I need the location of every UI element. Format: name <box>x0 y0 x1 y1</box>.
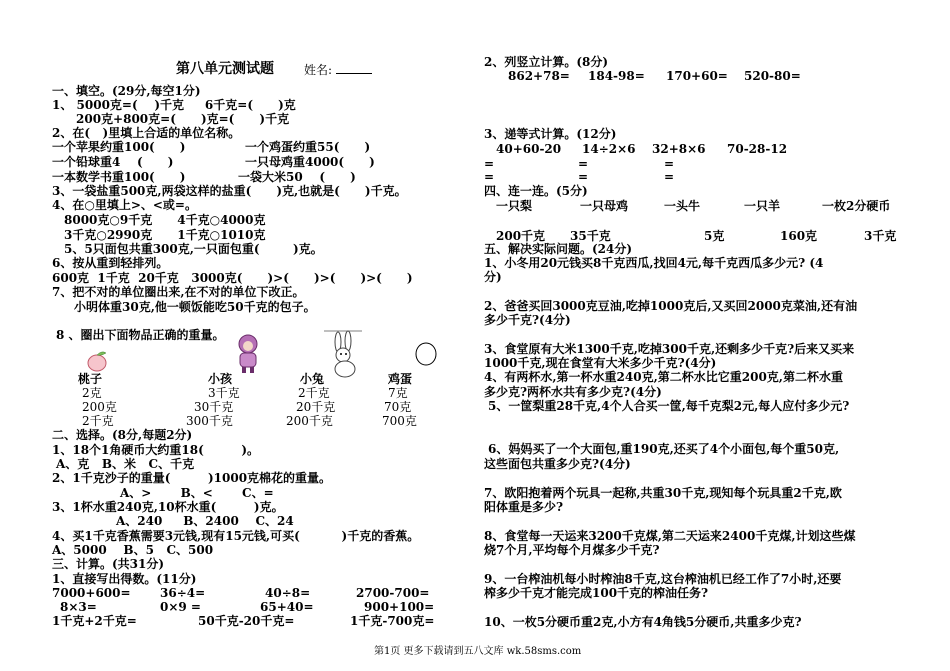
choice-q4-options: A、5000 B、5 C、500 <box>52 543 214 557</box>
fill-q6a: 600克 1千克 20千克 3000克( )>( )>( )>( ) <box>52 271 413 285</box>
q8-weight[interactable]: 2千克 <box>298 386 330 400</box>
choice-q1: 1、18个1角硬币大约重18( )。 <box>52 443 260 457</box>
q8-item-rabbit: 小兔 <box>300 372 325 386</box>
fill-q4a: 8000克○9千克 4千克○4000克 <box>64 213 266 227</box>
link-item[interactable]: 一只母鸡 <box>580 199 629 213</box>
calc-item: 65+40= <box>260 600 314 614</box>
choice-q4: 4、买1千克香蕉需要3元钱,现有15元钱,可买( )千克的香蕉。 <box>52 529 420 543</box>
problem-10: 10、一枚5分硬币重2克,小方有4角钱5分硬币,共重多少克? <box>484 615 802 629</box>
vertical-calc-item: 184-98= <box>588 69 645 83</box>
equals-sign: = <box>578 157 589 171</box>
problem-3: 3、食堂原有大米1300千克,吃掉300千克,还剩多少千克?后来又买来 <box>484 342 855 356</box>
calc-part-3: 3、递等式计算。(12分) <box>484 127 617 141</box>
calc-part-2: 2、列竖立计算。(8分) <box>484 55 609 69</box>
q8-weight[interactable]: 700克 <box>382 414 417 428</box>
calc-item: 900+100= <box>364 600 435 614</box>
link-weight[interactable]: 35千克 <box>570 229 611 243</box>
vertical-calc-item: 520-80= <box>744 69 801 83</box>
calc-item: 40÷8= <box>265 586 311 600</box>
fill-q3: 3、一袋盐重500克,两袋这样的盐重( )克,也就是( )千克。 <box>52 184 407 198</box>
q8-item-egg: 鸡蛋 <box>388 372 413 386</box>
calc-item: 7000+600= <box>52 586 131 600</box>
fill-q1a: 1、 5000克=( )千克 6千克=( )克 <box>52 98 296 112</box>
choice-q3-options: A、240 B、2400 C、24 <box>116 514 294 528</box>
q8-weight[interactable]: 300千克 <box>186 414 233 428</box>
problem-1: 1、小冬用20元钱买8千克西瓜,找回4元,每千克西瓜多少元? (4 <box>484 256 824 270</box>
q8-weight[interactable]: 70克 <box>384 400 412 414</box>
section-5-heading: 五、解决实际问题。(24分) <box>484 242 633 256</box>
link-item[interactable]: 一枚2分硬币 <box>822 199 891 213</box>
link-item[interactable]: 一只梨 <box>496 199 533 213</box>
fill-q1b: 200克+800克=( )克=( )千克 <box>76 112 290 126</box>
fill-q4: 4、在○里填上>、<或=。 <box>52 198 197 212</box>
problem-4-cont: 多少克?两杯水共有多少克?(4分) <box>484 385 662 399</box>
choice-q2: 2、1千克沙子的重量( )1000克棉花的重量。 <box>52 471 332 485</box>
fill-q7: 7、把不对的单位圈出来,在不对的单位下改正。 <box>52 285 305 299</box>
calc-item: 36÷4= <box>160 586 206 600</box>
problem-4: 4、有两杯水,第一杯水重240克,第二杯水比它重200克,第二杯水重 <box>484 370 843 384</box>
vertical-calc-item: 170+60= <box>666 69 728 83</box>
fill-q2d: 一只母鸡重4000( ) <box>245 155 375 169</box>
fill-q4b: 3千克○2990克 1千克○1010克 <box>64 228 266 242</box>
problem-8-cont: 烧7个月,平均每个月煤多少千克? <box>484 543 660 557</box>
child-icon <box>230 333 266 375</box>
q8-weight[interactable]: 30千克 <box>194 400 234 414</box>
page-title: 第八单元测试题 <box>176 61 274 77</box>
fill-q2c: 一个铅球重4 ( ) <box>52 155 174 169</box>
calc-item: 8×3= <box>60 600 97 614</box>
q8-weight[interactable]: 20千克 <box>296 400 336 414</box>
fill-q2f: 一袋大米50 ( ) <box>238 170 356 184</box>
q8-weight[interactable]: 2克 <box>82 386 102 400</box>
section-4-heading: 四、连一连。(5分) <box>484 184 588 198</box>
q8-item-peach: 桃子 <box>78 372 103 386</box>
fill-q2b: 一个鸡蛋约重55( ) <box>245 140 371 154</box>
fill-q2e: 一本数学书重100( ) <box>52 170 186 184</box>
name-field[interactable] <box>304 63 372 77</box>
fill-q7a: 小明体重30克,他一顿饭能吃50千克的包子。 <box>74 300 316 314</box>
calc-item: 0×9 = <box>160 600 201 614</box>
equals-sign: = <box>664 157 675 171</box>
link-item[interactable]: 一头牛 <box>664 199 701 213</box>
link-weight[interactable]: 160克 <box>780 229 818 243</box>
equals-sign: = <box>578 170 589 184</box>
stepwise-calc-item: 70-28-12 <box>727 142 788 156</box>
rabbit-icon <box>324 328 364 380</box>
q8-weight[interactable]: 2千克 <box>82 414 114 428</box>
calc-item: 1千克-700克= <box>350 614 435 628</box>
equals-sign: = <box>664 170 675 184</box>
fill-q2a: 一个苹果约重100( ) <box>52 140 186 154</box>
problem-9-cont: 榨多少千克才能完成100千克的榨油任务? <box>484 586 709 600</box>
stepwise-calc-item: 32+8×6 <box>652 142 706 156</box>
fill-q2: 2、在( )里填上合适的单位名称。 <box>52 126 241 140</box>
section-2-heading: 二、选择。(8分,每题2分) <box>52 428 193 442</box>
name-label: 姓名: <box>304 63 333 77</box>
q8-weight[interactable]: 3千克 <box>208 386 240 400</box>
section-3-heading: 三、计算。(共31分) <box>52 557 165 571</box>
problem-2: 2、爸爸买回3000克豆油,吃掉1000克后,又买回2000克菜油,还有油 <box>484 299 858 313</box>
choice-q2-options: A、> B、< C、= <box>120 486 274 500</box>
fill-q8: 8 、圈出下面物品正确的重量。 <box>56 328 225 342</box>
link-weight[interactable]: 200千克 <box>496 229 546 243</box>
link-weight[interactable]: 5克 <box>704 229 725 243</box>
q8-weight[interactable]: 200克 <box>82 400 117 414</box>
peach-icon <box>84 349 110 373</box>
stepwise-calc-item: 40+60-20 <box>496 142 562 156</box>
problem-8: 8、食堂每一天运来3200千克煤,第二天运来2400千克煤,计划这些煤 <box>484 529 856 543</box>
problem-6: 6、妈妈买了一个大面包,重190克,还买了4个小面包,每个重50克, <box>488 442 840 456</box>
equals-sign: = <box>484 170 495 184</box>
problem-2-cont: 多少千克?(4分) <box>484 313 571 327</box>
stepwise-calc-item: 14÷2×6 <box>582 142 636 156</box>
q8-item-child: 小孩 <box>208 372 233 386</box>
egg-icon <box>414 341 438 367</box>
fill-q6: 6、按从重到轻排列。 <box>52 256 169 270</box>
calc-item: 50千克-20千克= <box>198 614 295 628</box>
section-1-heading: 一、填空。(29分,每空1分) <box>52 84 201 98</box>
calc-item: 2700-700= <box>356 586 430 600</box>
calc-item: 1千克+2千克= <box>52 614 137 628</box>
problem-6-cont: 这些面包共重多少克?(4分) <box>484 457 631 471</box>
vertical-calc-item: 862+78= <box>508 69 570 83</box>
q8-weight[interactable]: 200千克 <box>286 414 333 428</box>
link-weight[interactable]: 3千克 <box>864 229 897 243</box>
problem-5: 5、一筐梨重28千克,4个人合买一筐,每千克梨2元,每人应付多少元? <box>488 399 850 413</box>
problem-9: 9、一台榨油机每小时榨油8千克,这台榨油机已经工作了7小时,还要 <box>484 572 842 586</box>
choice-q1-options: A、克 B、米 C、千克 <box>56 457 195 471</box>
link-item[interactable]: 一只羊 <box>744 199 781 213</box>
fill-q5: 5、5只面包共重300克,一只面包重( )克。 <box>64 242 323 256</box>
calc-part-1: 1、直接写出得数。(11分) <box>52 572 197 586</box>
equals-sign: = <box>484 157 495 171</box>
page-footer: 第1页 更多下载请到五八文库 wk.58sms.com <box>374 646 582 657</box>
choice-q3: 3、1杯水重240克,10杯水重( )克。 <box>52 500 284 514</box>
q8-weight[interactable]: 7克 <box>388 386 408 400</box>
problem-7-cont: 阳体重是多少? <box>484 500 564 514</box>
problem-1-cont: 分) <box>484 270 502 284</box>
problem-3-cont: 1000千克,现在食堂有大米多少千克?(4分) <box>484 356 717 370</box>
problem-7: 7、欧阳抱着两个玩具一起称,共重30千克,现知每个玩具重2千克,欧 <box>484 486 842 500</box>
